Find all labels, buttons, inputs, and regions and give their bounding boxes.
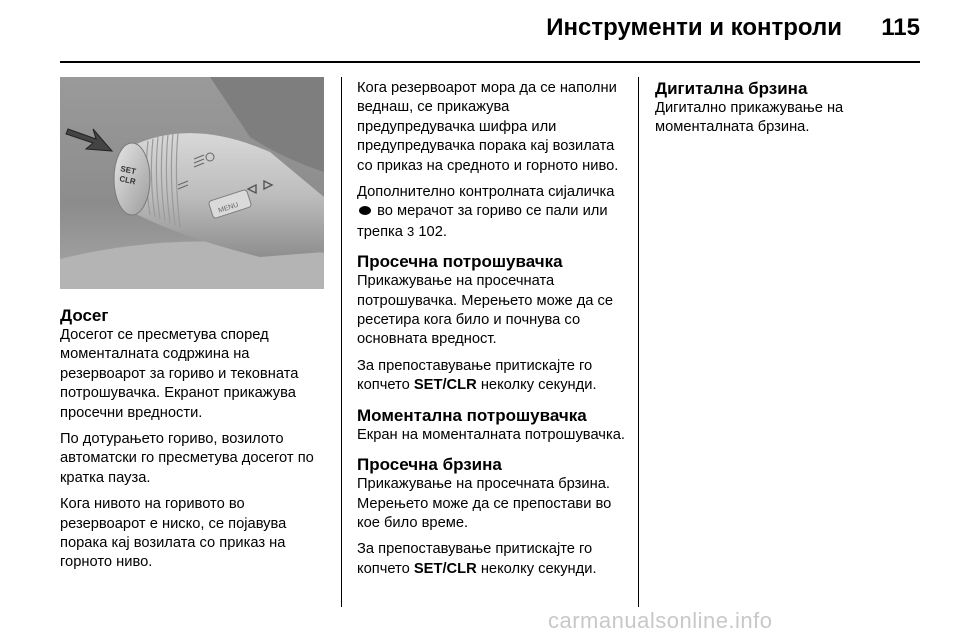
menu-key-label: MENU [217,201,240,215]
header-rule [60,61,920,63]
stalk-illustration [60,77,324,289]
section-title: Инструменти и контроли [546,14,842,41]
average-consumption-text: Прикажување на просечната потрошувачка. Мерењето може да се ресетира кога било и почнува со основната вредност. [357,273,614,348]
column-divider-1 [341,77,342,607]
digital-speed-text: Дигитално прикажување на моменталната брзина. [655,100,844,136]
reset-text-b: неколку секунди. [480,377,597,394]
watermark: carmanualsonline.info [548,608,773,633]
average-consumption-reset [357,357,627,396]
column-2 [357,79,627,586]
speed-reset-text-b: неколку секунди. [480,560,597,577]
average-speed-text: Прикажување на просечната брзина. Мерењето може да се препостави во кое било време. [357,476,612,531]
heading-average-speed: Просечна брзина [357,455,502,475]
range-paragraph-3: Кога нивото на горивото во резервоарот е ниско, се појавува порака кај возилата со приказ на горното ниво. [60,496,287,571]
cap-label-set: SET [119,164,137,177]
fuel-warning-paragraph: Кога резервоарот мора да се наполни веднаш, се прикажува предупредувачка шифра или предупредувачка порака кај возилата со приказ на средното и горното ниво. [357,80,619,174]
heading-range: Досег [60,306,109,325]
page-number: 115 [881,14,920,41]
cap-label-clr: CLR [118,174,137,187]
stalk-image [60,77,324,289]
page-reference-icon: 3 [407,223,415,239]
warning-lamp-icon [359,206,371,215]
range-paragraph-1: Досегот се пресметува според моменталната содржина на резервоарот за гориво и тековната потрошувачка. Екранот прикажува просечни вредности. [60,327,299,421]
reset-text-a: За препоставување притискајте го копчето [357,357,593,394]
page-reference: 102. [418,223,447,240]
instant-consumption-text: Екран на моменталната потрошувачка. [357,426,625,443]
column-1 [60,306,328,580]
set-clr-button-ref: SET/CLR [413,377,477,394]
column-3 [655,79,920,145]
average-speed-reset [357,540,627,579]
speed-set-clr-button-ref: SET/CLR [413,560,477,577]
range-paragraph-2: По дотурањето гориво, возилото автоматски го пресметува досегот по кратка пауза. [60,431,314,486]
speed-reset-text-a: За препоставување притискајте го копчето [357,541,593,577]
lamp-text-b: во мерачот за гориво се пали или трепка [357,203,608,240]
warning-lamp-paragraph [357,183,627,242]
heading-average-consumption: Просечна потрошувачка [357,252,563,272]
heading-digital-speed: Дигитална брзина [655,79,808,98]
heading-instant-consumption: Моментална потрошувачка [357,405,587,425]
lamp-text-a: Дополнително контролната сијаличка [357,184,615,201]
column-divider-2 [638,77,639,607]
